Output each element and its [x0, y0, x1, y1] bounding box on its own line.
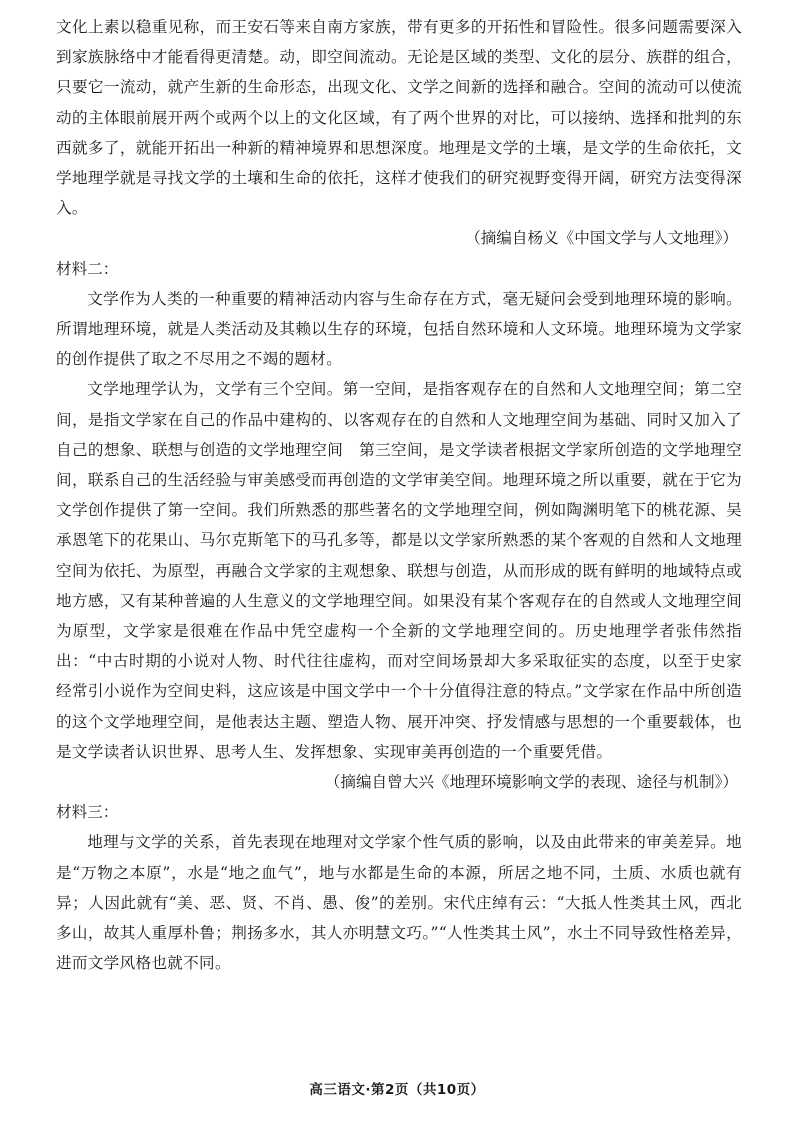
paragraph-material2-1: 文学作为人类的一种重要的精神活动内容与生命存在方式，毫无疑问会受到地理环境的影响。所谓地理环境，就是人类活动及其赖以生存的环境，包括自然环境和人文环境。地理环境为文学家的创作提供了取之不尽用之不竭的题材。 [56, 289, 742, 369]
document-body [56, 12, 742, 979]
paragraph-continuation: 文化上素以稳重见称，而王安石等来自南方家族，带有更多的开拓性和冒险性。很多问题需要深入到家族脉络中才能看得更清楚。动，即空间流动。无论是区域的类型、文化的层分、族群的组合，只要它一流动，就产生新的生命形态，出现文化、文学之间新的选择和融合。空间的流动可以使流动的主体眼前展开两个或两个以上的文化区域，有了两个世界的对比，可以接纳、选择和批判的东西就多了，就能开拓出一种新的精神境界和思想深度。地理是文学的土壤，是文学的生命依托，文学地理学就是寻找文学的土壤和生命的依托，这样才使我们的研究视野变得开阔，研究方法变得深入。 [56, 18, 742, 218]
source-citation-1: （摘编自杨义《中国文学与人文地理》） [465, 229, 738, 248]
material-heading-2: 材料二： [56, 259, 119, 278]
paragraph-material3-1: 地理与文学的关系，首先表现在地理对文学家个性气质的影响，以及由此带来的审美差异。地是“万物之本原”，水是“地之血气”，地与水都是生命的本源，所居之地不同，土质、水质也就有异；人因此就有“美、恶、贤、不肖、愚、俊”的差别。宋代庄绰有云：“大抵人性类其土风，西北多山，故其人重厚朴鲁；荆扬多水，其人亦明慧文巧。”“人性类其土风”，水土不同导致性格差异，进而文学风格也就不同。 [56, 833, 742, 973]
source-citation-2: （摘编自曾大兴《地理环境影响文学的表现、途径与机制》） [324, 773, 738, 792]
paragraph-material2-2: 文学地理学认为，文学有三个空间。第一空间，是指客观存在的自然和人文地理空间；第二空间，是指文学家在自己的作品中建构的、以客观存在的自然和人文地理空间为基础、同时又加入了自己的想象、联想与创造的文学地理空间 第三空间，是文学读者根据文学家所创造的文学地理空间，联系自己的生活经验与审美感受而再创造的文学审美空间。地理环境之所以重要，就在于它为文学创作提供了第一空间。我们所熟悉的那些著名的文学地理空间，例如陶渊明笔下的桃花源、吴承恩笔下的花果山、马尔克斯笔下的马孔多等，都是以文学家所熟悉的某个客观的自然和人文地理空间为依托、为原型，再融合文学家的主观想象、联想与创造，从而形成的既有鲜明的地域特点或地方感，又有某种普遍的人生意义的文学地理空间。如果没有某个客观存在的自然或人文地理空间为原型，文学家是很难在作品中凭空虚构一个全新的文学地理空间的。历史地理学者张伟然指出：“中古时期的小说对人物、时代往往虚构，而对空间场景却大多采取征实的态度，以至于史家经常引小说作为空间史料，这应该是中国文学中一个十分值得注意的特点。”文学家在作品中所创造的这个文学地理空间，是他表达主题、塑造人物、展开冲突、抒发情感与思想的一个重要载体，也是文学读者认识世界、思考人生、发挥想象、实现审美再创造的一个重要凭借。 [56, 380, 742, 761]
page-footer: 高三语文·第2页（共10页） [309, 1082, 485, 1098]
material-heading-3: 材料三： [56, 803, 119, 822]
